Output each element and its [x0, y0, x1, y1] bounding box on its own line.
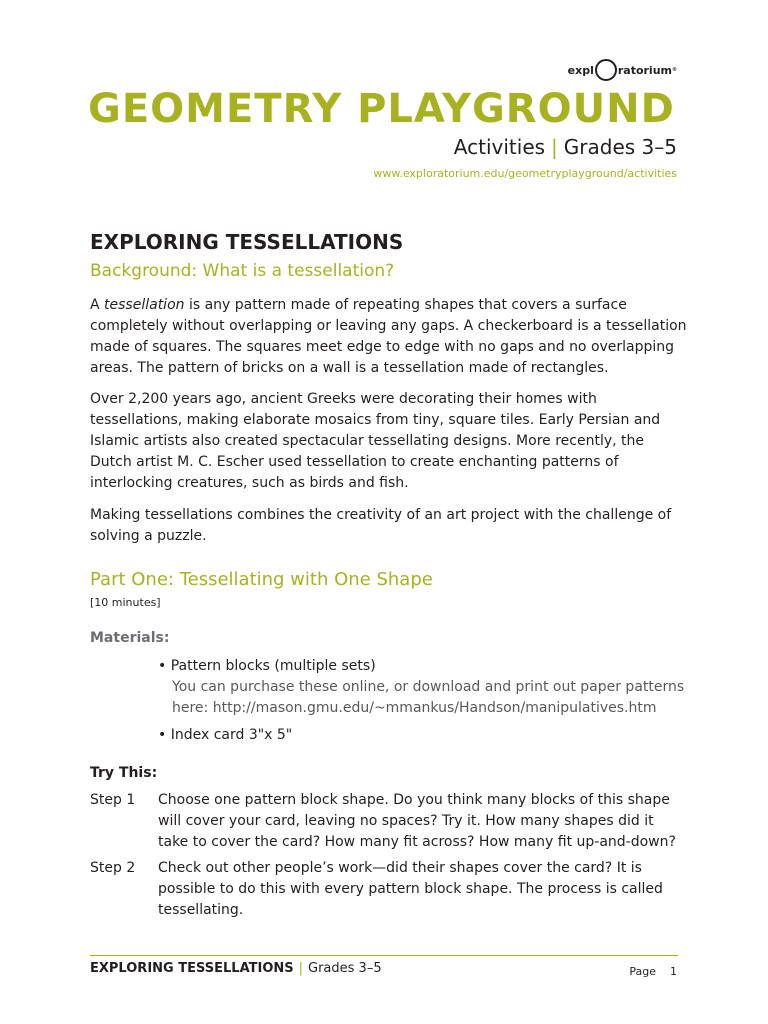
step-1-label: Step 1 — [90, 792, 136, 808]
header-section-line — [454, 135, 677, 159]
section-subtitle: Background: What is a tessellation? — [90, 261, 395, 281]
part-one-title: Part One: Tessellating with One Shape — [90, 569, 433, 590]
page-title: EXPLORING TESSELLATIONS — [90, 230, 404, 254]
footer-page-number: 1 — [670, 965, 677, 978]
header-url-link[interactable]: www.exploratorium.edu/geometryplayground/activities — [373, 167, 677, 180]
para1-rest: is any pattern made of repeating shapes that covers a surface completely without overlapping or leaving any gaps. A checkerboard is a tessellation made of squares. The squares meet edge to edge with no gaps and no overlapping areas. The pattern of bricks on a wall is a tessellation made of rectangles. — [90, 297, 687, 376]
paragraph-definition — [90, 295, 690, 379]
header-section: Activities — [453, 135, 546, 159]
brand-title: GEOMETRY PLAYGROUND — [88, 86, 675, 132]
logo-ring-icon — [595, 59, 617, 81]
para1-term: tessellation — [104, 297, 185, 313]
logo-text-left: expl — [567, 63, 594, 77]
para1-prefix: A — [90, 297, 105, 313]
paragraph-summary: Making tessellations combines the creativity of an art project with the challenge of solving a puzzle. — [90, 507, 672, 544]
logo-trademark: ® — [672, 67, 677, 73]
part-one-duration: [10 minutes] — [90, 596, 161, 609]
header-separator: | — [551, 135, 558, 159]
footer-grades: Grades 3–5 — [308, 961, 382, 976]
footer-divider — [90, 955, 678, 956]
paragraph-history: Over 2,200 years ago, ancient Greeks were decorating their homes with tessellations, making elaborate mosaics from tiny, square tiles. Early Persian and Islamic artists also created spectacular tessellating designs. More recently, the Dutch artist M. C. Escher used tessellation to create enchanting patterns of interlocking creatures, such as birds and fish. — [90, 391, 661, 491]
footer-page-label: Page — [629, 965, 656, 978]
header-grades: Grades 3–5 — [563, 135, 677, 159]
materials-item-index-card: • Index card 3"x 5" — [158, 727, 293, 743]
step-2-text: Check out other people’s work—did their shapes cover the card? It is possible to do this with every pattern block shape. The process is called tessellating. — [158, 860, 663, 918]
exploratorium-logo — [568, 59, 677, 81]
footer-title-line — [90, 961, 382, 976]
step-1-text: Choose one pattern block shape. Do you think many blocks of this shape will cover your card, leaving no spaces? Try it. How many shapes did it take to cover the card? How many fit across? How many fit up-and-down? — [158, 792, 676, 850]
logo-text-right: ratorium — [617, 63, 672, 77]
try-this-heading: Try This: — [90, 765, 158, 781]
materials-item-pattern-blocks: • Pattern blocks (multiple sets) — [158, 658, 376, 674]
footer-separator: | — [298, 961, 304, 976]
materials-item-note: You can purchase these online, or download and print out paper patterns here: http://mason.gmu.edu/~mmankus/Handson/manipulatives.htm — [172, 679, 685, 716]
step-2-label: Step 2 — [90, 860, 136, 876]
footer-page — [629, 965, 677, 978]
footer-title: EXPLORING TESSELLATIONS — [90, 961, 294, 976]
materials-heading: Materials: — [90, 630, 170, 646]
